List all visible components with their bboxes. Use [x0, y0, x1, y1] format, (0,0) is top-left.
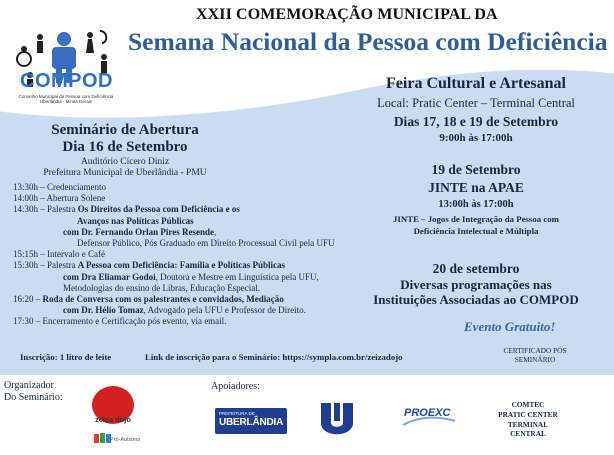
seminar-date: Dia 16 de Setembro — [62, 139, 188, 155]
organizer-line1: Organizador — [4, 380, 54, 391]
organizer-line2: Do Seminário: — [4, 392, 63, 403]
jinte-hours: 13:00h às 17:00h — [438, 199, 514, 210]
schedule-row: com Dr. Hélio Tomaz, Advogado pela UFU e Professor de Direito. — [63, 305, 306, 316]
feira-location: Local: Pratic Center – Terminal Central — [377, 96, 575, 110]
schedule-row: Avanços nas Políticas Públicas — [77, 215, 194, 226]
comtec-line3: TERMINAL — [507, 419, 549, 429]
schedule-row: 14:30h – Palestra Os Direitos da Pessoa com Deficiência e os — [13, 204, 240, 215]
inscription-text: Inscrição: 1 litro de leite — [20, 352, 112, 362]
final-line1: Diversas programações nas — [400, 277, 552, 292]
seminar-title: Seminário de Abertura — [51, 122, 199, 138]
proautismo-text: Pró-Autismo — [110, 437, 141, 443]
compod-logo-subtitle: Conselho Municipal da Pessoa com Deficiência Uberlândia - Minas Gerais — [18, 94, 114, 104]
uberlandia-logo-text: UBERLÂNDIA — [219, 417, 284, 428]
zeiza-dojo-text: zeiza dojo — [95, 415, 131, 424]
final-description — [340, 277, 612, 307]
ufu-logo-icon — [318, 401, 356, 437]
final-date: 20 de setembro — [432, 261, 520, 276]
schedule-row: 15:30h – Palestra A Pessoa com Deficiência: Família e Políticas Públicas — [13, 260, 285, 271]
organizer-label — [4, 380, 63, 404]
feira-hours: 9:00h às 17:00h — [439, 132, 513, 144]
jinte-title: JINTE na APAE — [428, 180, 524, 195]
seminar-venue-name: Auditório Cícero Diniz — [80, 157, 170, 167]
registration-link[interactable]: Link de inscrição para o Seminário: https://sympla.com.br/zeizadojo — [145, 352, 403, 362]
uberlandia-logo — [215, 408, 287, 434]
supporters-label: Apoiadores: — [211, 381, 260, 392]
certificate-note — [480, 347, 590, 364]
comtec-info — [473, 400, 583, 439]
schedule-row: 14:00h – Abertura Solene — [13, 193, 106, 204]
feira-days: Dias 17, 18 e 19 de Setembro — [393, 114, 559, 129]
final-line2: Instituições Associadas ao COMPOD — [373, 292, 579, 307]
seminar-host: Prefeitura Municipal de Uberlândia - PMU — [43, 168, 207, 178]
jinte-date: 19 de Setembro — [431, 162, 521, 177]
comtec-line2: PRATIC CENTER — [498, 409, 558, 419]
free-event-label: Evento Gratuito! — [464, 319, 556, 334]
schedule-row: Metodologias do ensino de Libras, Educação Especial. — [63, 282, 260, 293]
header-line1: XXII COMEMORAÇÃO MUNICIPAL DA — [196, 6, 498, 23]
schedule-row: com Dra Eliamar Godoi, Doutora e Mestre em Linguística pela UFU, — [63, 271, 319, 282]
schedule-row: 15:15h – Intervalo e Café — [13, 249, 105, 260]
schedule-row: com Dr. Fernando Orlan Pires Resende, — [63, 226, 217, 237]
comtec-line1: COMTEC — [511, 400, 545, 409]
seminar-schedule — [13, 182, 334, 328]
uberlandia-logo-small: PREFEITURA DE — [219, 411, 255, 416]
compod-logo-text: COMPOD — [20, 70, 113, 92]
jinte-desc-line1: JINTE – Jogos de Integração da Pessoa com — [393, 214, 559, 224]
comtec-line4: CENTRAL — [510, 429, 546, 439]
page-title: Semana Nacional da Pessoa com Deficiência — [128, 27, 608, 56]
feira-title: Feira Cultural e Artesanal — [386, 75, 566, 92]
seminar-venue — [0, 157, 250, 179]
jinte-description — [340, 214, 612, 237]
schedule-row: 13:30h – Credenciamento — [13, 182, 106, 192]
certificate-line2: SEMINÁRIO — [514, 354, 556, 364]
schedule-row: 17:30 – Encerramento e Certificação pós evento, via email. — [13, 316, 227, 327]
schedule-row: Defensor Público, Pós Graduado em Direito Processual Civil pela UFU — [77, 238, 335, 249]
jinte-desc-line2: Deficiência Intelectual e Múltipla — [413, 225, 539, 236]
certificate-line1: CERTIFICADO PÓS — [503, 346, 567, 355]
schedule-row: 16:20 – Roda de Conversa com os palestrantes e convidados, Mediação — [13, 294, 284, 305]
proexc-logo-text: PROEXC — [404, 407, 451, 419]
